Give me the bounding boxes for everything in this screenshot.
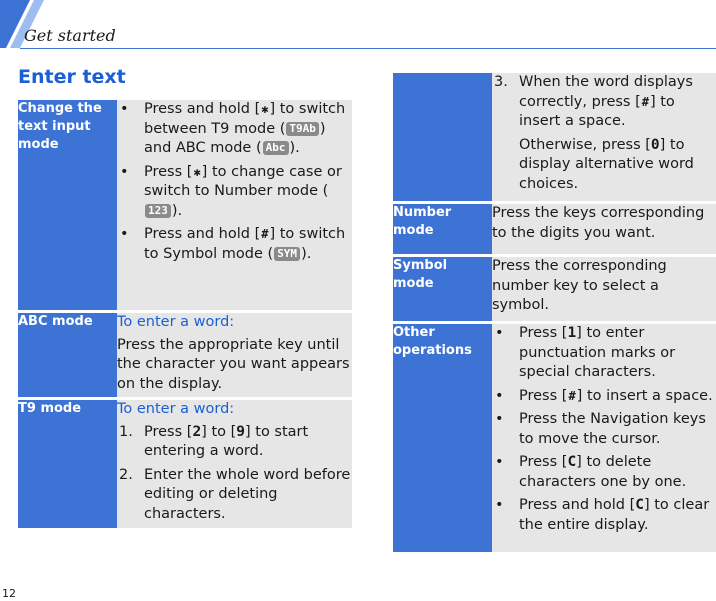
list-item: 1. Press [2] to [9] to start entering a word. xyxy=(119,423,309,459)
row-content xyxy=(492,324,716,552)
list-item: • Press [1] to enter punctuation marks or special characters. xyxy=(495,325,676,380)
row-symbol-mode xyxy=(393,257,716,323)
list-item: • Press and hold [C] to clear the entire display. xyxy=(495,497,710,533)
symbol-mode-icon: SYM xyxy=(274,247,300,261)
row-label: Number mode xyxy=(393,204,492,256)
row-label: Other operations xyxy=(393,324,492,552)
row-label: Symbol mode xyxy=(393,257,492,323)
row-label: Change the text input mode xyxy=(18,100,117,312)
row-content: Press the corresponding number key to select a symbol. xyxy=(492,257,716,323)
list-item: • Press and hold [✱] to switch between T9 mode ( T9Ab ) and ABC mode ( Abc ). xyxy=(120,101,346,156)
row-other-operations xyxy=(393,324,716,552)
row-content: Press the keys corresponding to the digits you want. xyxy=(492,204,716,256)
hash-key-icon: # xyxy=(641,94,649,109)
star-key-icon: ✱ xyxy=(193,164,201,179)
row-content xyxy=(117,313,352,399)
row-change-mode xyxy=(18,100,352,312)
row-t9-continued xyxy=(393,73,716,203)
bullet-list xyxy=(492,324,716,535)
list-item-continued: Otherwise, press [0] to display alternative word choices. xyxy=(519,136,694,192)
row-content xyxy=(492,73,716,203)
row-number-mode xyxy=(393,204,716,256)
row-t9-mode xyxy=(18,400,352,528)
star-key-icon: ✱ xyxy=(261,102,269,116)
numbered-list xyxy=(492,73,716,194)
row-label: T9 mode xyxy=(18,400,117,528)
number-mode-icon: 123 xyxy=(145,204,171,218)
page-title: Enter text xyxy=(18,66,126,88)
abc-mode-icon: Abc xyxy=(263,141,289,155)
hash-key-icon: # xyxy=(261,227,269,241)
list-item: 3. When the word displays correctly, press [#] to insert a space. xyxy=(494,74,693,129)
right-table xyxy=(393,73,716,552)
numbered-list xyxy=(117,423,352,525)
subheading: To enter a word: xyxy=(117,314,235,330)
row-label xyxy=(393,73,492,203)
row-label: ABC mode xyxy=(18,313,117,399)
list-item: • Press [#] to insert a space. xyxy=(492,387,716,407)
left-table xyxy=(18,100,352,528)
row-abc-mode xyxy=(18,313,352,399)
page-number: 12 xyxy=(2,587,16,600)
row-content xyxy=(117,400,352,528)
list-item: 2. Enter the whole word before editing or deleting characters. xyxy=(119,466,351,522)
list-item: • Press [✱] to change case or switch to Number mode (123 ). xyxy=(120,163,342,219)
bullet-list xyxy=(117,100,352,264)
row-content xyxy=(117,100,352,312)
hash-key-icon: # xyxy=(568,388,576,403)
list-item: • Press [C] to delete characters one by one. xyxy=(495,454,687,490)
subheading: To enter a word: xyxy=(117,401,235,417)
chapter-title: Get started xyxy=(24,26,116,45)
t9-mode-icon: T9Ab xyxy=(286,122,319,136)
list-item: • Press and hold [#] to switch to Symbol mode ( SYM ). xyxy=(120,226,346,262)
list-item: • Press the Navigation keys to move the cursor. xyxy=(495,411,706,447)
description: Press the appropriate key until the character you want appears on the display. xyxy=(117,336,350,392)
